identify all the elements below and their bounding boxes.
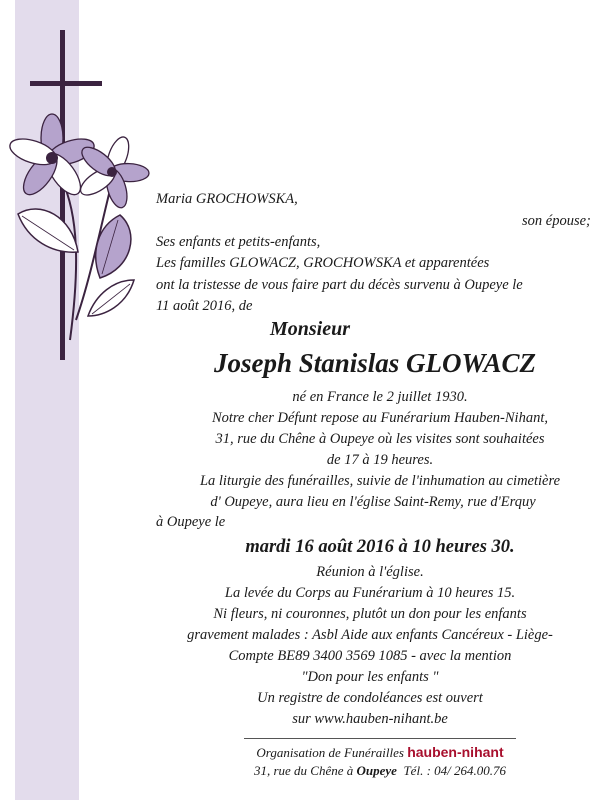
ceremony-date: mardi 16 août 2016 à 10 heures 30. (245, 537, 515, 557)
detail-line: La liturgie des funérailles, suivie de l'inhumation au cimetière (199, 473, 561, 489)
cross-horizontal (30, 81, 102, 86)
detail-line: à Oupeye le (156, 514, 226, 530)
closing-line: Réunion à l'église. (316, 564, 424, 580)
family-line: ont la tristesse de vous faire part du décès survenu à Oupeye le (156, 277, 523, 293)
family-line: Ses enfants et petits-enfants, (156, 234, 321, 250)
org-prefix: Organisation de Funérailles (256, 745, 404, 760)
spouse-role: son épouse; (522, 213, 591, 229)
footer-divider (244, 738, 516, 739)
closing-line: Un registre de condoléances est ouvert (257, 690, 483, 706)
detail-line: de 17 à 19 heures. (326, 452, 434, 468)
spouse-name: Maria GROCHOWSKA, (156, 191, 298, 207)
deceased-name: Joseph Stanislas GLOWACZ (213, 348, 537, 378)
detail-line: Notre cher Défunt repose au Funérarium Hauben-Nihant, (211, 410, 548, 426)
cross-and-flowers-illustration (0, 0, 160, 800)
cross-vertical (60, 30, 65, 360)
address-town: Oupeye (356, 763, 397, 778)
closing-line: gravement malades : Asbl Aide aux enfants Cancéreux - Liège- (187, 627, 553, 643)
deceased-title: Monsieur (269, 318, 351, 340)
detail-line: 31, rue du Chêne à Oupeye où les visites sont souhaitées (215, 431, 545, 447)
closing-line: Compte BE89 3400 3569 1085 - avec la mention (228, 648, 512, 664)
closing-line: sur www.hauben-nihant.be (292, 711, 448, 727)
family-line: 11 août 2016, de (156, 298, 253, 314)
footer-organisation (244, 744, 516, 761)
leaf-lower (88, 280, 134, 316)
closing-line: Ni fleurs, ni couronnes, plutôt un don pour les enfants (213, 606, 527, 622)
footer-address (244, 763, 516, 779)
family-line: Les familles GLOWACZ, GROCHOWSKA et apparentées (156, 255, 490, 271)
detail-line: d' Oupeye, aura lieu en l'église Saint-Remy, rue d'Erquy (210, 494, 536, 510)
brand-logo-text: hauben-nihant (407, 744, 504, 760)
phone-number: Tél. : 04/ 264.00.76 (403, 763, 507, 778)
leaf-left (18, 209, 78, 252)
closing-line: La levée du Corps au Funérarium à 10 heures 15. (224, 585, 516, 601)
closing-line: "Don pour les enfants " (301, 669, 439, 685)
address-prefix: 31, rue du Chêne à (253, 763, 354, 778)
detail-line: né en France le 2 juillet 1930. (292, 389, 468, 405)
